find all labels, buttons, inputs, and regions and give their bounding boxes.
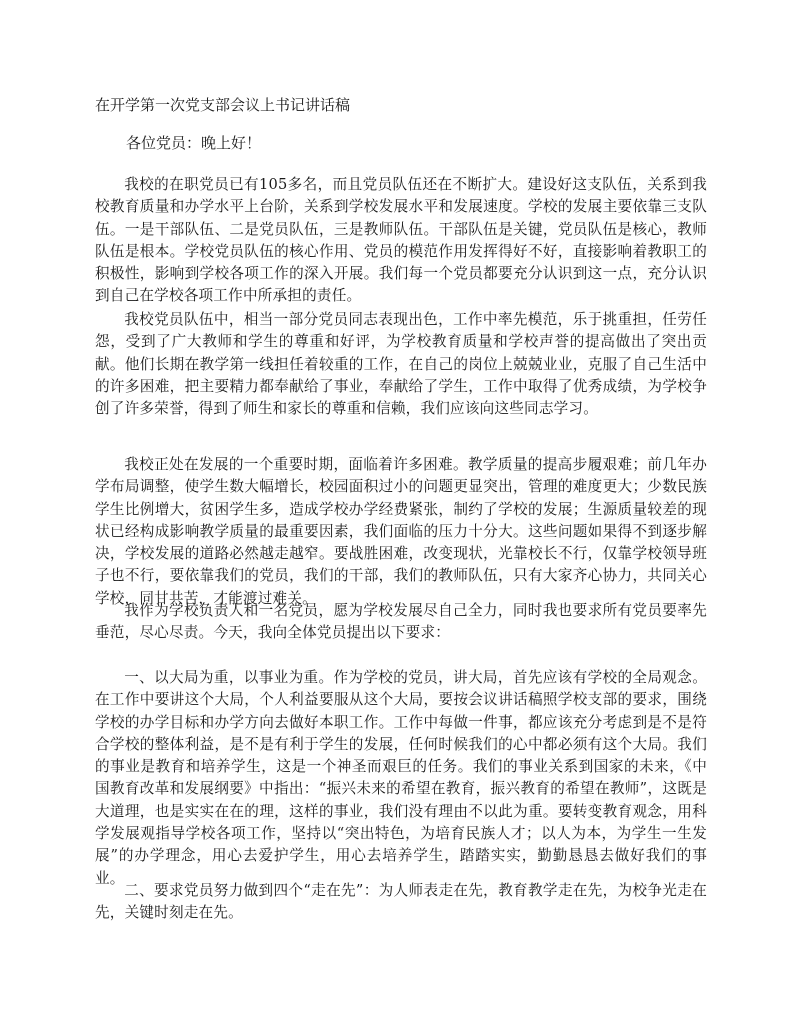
paragraph-difficulties: 我校正处在发展的一个重要时期，面临着许多困难。教学质量的提高步履艰难；前几年办学布局调整，使学生数大幅增长，校园面积过小的问题更显突出，管理的难度更大；少数民族学生比例增大，贫困学生多，造成学校办学经费紧张，制约了学校的发展；生源质量较差的现状已经构成影响教学质量的最重要因素，我们面临的压力十分大。这些问题如果得不到逐步解决，学校发展的道路必然越走越窄。要战胜困难，改变现状，光靠校长不行，仅靠学校领导班子也不行，要依靠我们的党员，我们的干部，我们的教师队伍，只有大家齐心协力，共同关心学校，同甘共苦，才能渡过难关。: [95, 456, 707, 607]
paragraph-requirements-intro: 我作为学校负责人和一名党员，愿为学校发展尽自己全力，同时我也要求所有党员要率先垂范，尽心尽责。今天，我向全体党员提出以下要求：: [95, 602, 707, 642]
greeting-line: 各位党员：晚上好！: [126, 134, 262, 152]
paragraph-outstanding-members: 我校党员队伍中，相当一部分党员同志表现出色，工作中率先模范，乐于挑重担，任劳任怨，受到了广大教师和学生的尊重和好评，为学校教育质量和学校声誉的提高做出了突出贡献。他们长期在教学第一线担任着较重的工作，在自己的岗位上兢兢业业，克服了自己生活中的许多困难，把主要精力都奉献给了事业，奉献给了学生，工作中取得了优秀成绩，为学校争创了许多荣誉，得到了师生和家长的尊重和信赖，我们应该向这些同志学习。: [95, 311, 707, 418]
paragraph-requirement-two: 二、要求党员努力做到四个“走在先”：为人师表走在先，教育教学走在先，为校争光走在先，关键时刻走在先。: [95, 882, 707, 922]
paragraph-requirement-one: 一、以大局为重，以事业为重。作为学校的党员，讲大局，首先应该有学校的全局观念。在工作中要讲这个大局，个人利益要服从这个大局，要按会议讲话稿照学校支部的要求，围绕学校的办学目标和办学方向去做好本职工作。工作中每做一件事，都应该充分考虑到是不是符合学校的整体利益，是不是有利于学生的发展，任何时候我们的心中都必须有这个大局。我们的事业是教育和培养学生，这是一个神圣而艰巨的任务。我们的事业关系到国家的未来，《中国教育改革和发展纲要》中指出：“振兴未来的希望在教育，振兴教育的希望在教师”，这既是大道理，也是实实在在的理，这样的事业，我们没有理由不以此为重。要转变教育观念，用科学发展观指导学校各项工作，坚持以“突出特色，为培育民族人才；以人为本，为学生一生发展”的办学理念，用心去爱护学生，用心去培养学生，踏踏实实，勤勤恳恳去做好我们的事业。: [95, 669, 707, 887]
paragraph-party-members-team: 我校的在职党员已有105多名，而且党员队伍还在不断扩大。建设好这支队伍，关系到我校教育质量和办学水平上台阶，关系到学校发展水平和发展速度。学校的发展主要依靠三支队伍。一是干部队伍、二是党员队伍，三是教师队伍。干部队伍是关键，党员队伍是核心，教师队伍是根本。学校党员队伍的核心作用、党员的模范作用发挥得好不好，直接影响着教职工的积极性，影响到学校各项工作的深入开展。我们每一个党员都要充分认识到这一点，充分认识到自己在学校各项工作中所承担的责任。: [95, 176, 707, 305]
document-title: 在开学第一次党支部会议上书记讲话稿: [95, 96, 351, 114]
